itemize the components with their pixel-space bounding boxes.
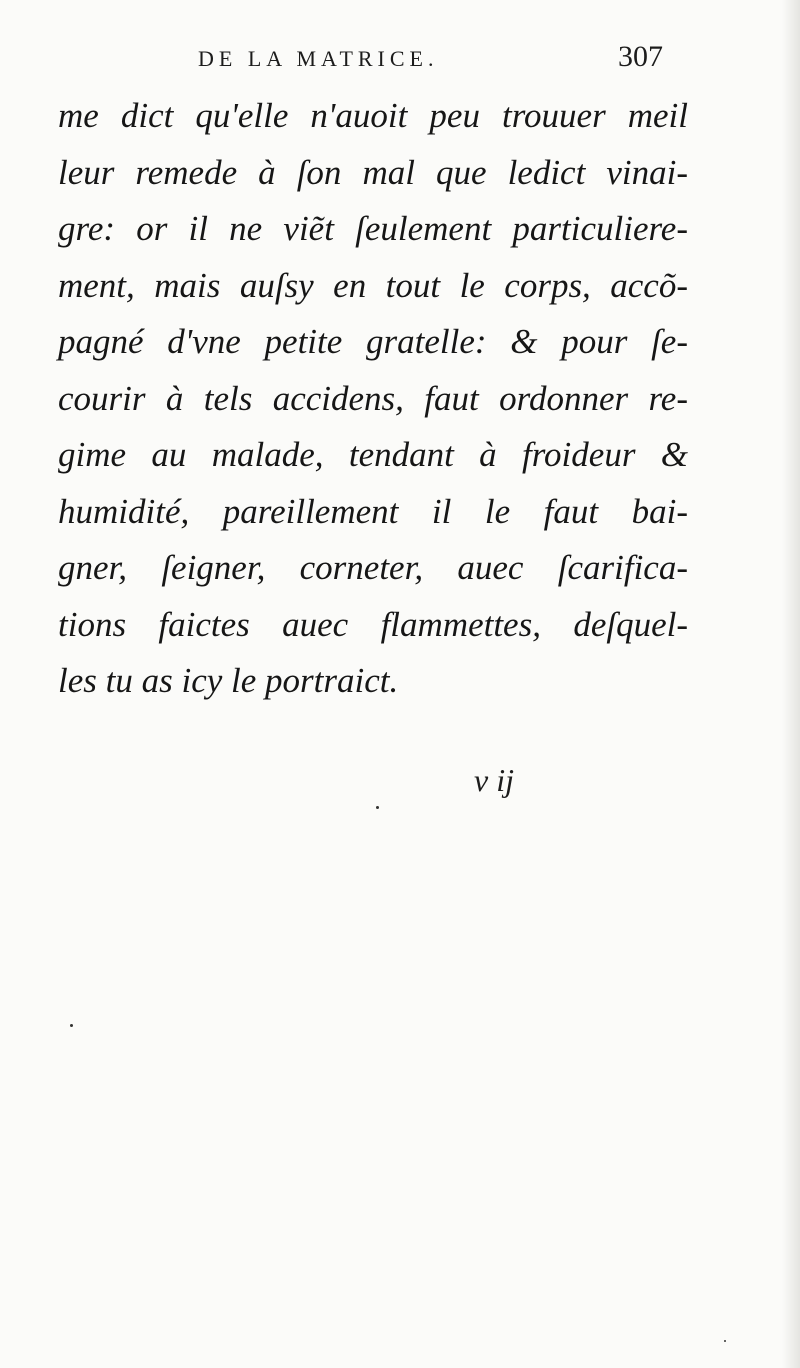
text-line-last: les tu as icy le portraict. bbox=[58, 661, 399, 700]
text-line: leur remede à ſon mal que ledict vinai- bbox=[58, 152, 688, 192]
page-header bbox=[0, 40, 800, 80]
text-line: pagné d'vne petite gratelle: & pour ſe- bbox=[58, 322, 688, 361]
text-line: gner, ſeigner, corneter, auec ſcarifica- bbox=[58, 548, 688, 587]
ink-speck bbox=[724, 1340, 726, 1342]
ink-speck bbox=[376, 806, 379, 809]
body-text bbox=[58, 88, 688, 710]
text-line: courir à tels accidens, faut ordonner re- bbox=[58, 378, 688, 418]
text-line: ment, mais auſsy en tout le corps, accõ- bbox=[58, 265, 688, 305]
text-line: tions faictes auec flammettes, deſquel- bbox=[58, 604, 688, 644]
ink-speck bbox=[70, 1024, 73, 1027]
text-line: gime au malade, tendant à froideur & bbox=[58, 435, 688, 474]
signature-mark: v ij bbox=[474, 762, 514, 798]
text-line: me dict qu'elle n'auoit peu trouuer meil bbox=[58, 96, 688, 135]
page-edge-shadow bbox=[782, 0, 800, 1368]
text-line: gre: or il ne viẽt ſeulement particuliere- bbox=[58, 209, 688, 248]
running-title: DE LA MATRICE. bbox=[198, 46, 439, 71]
page-number: 307 bbox=[618, 40, 663, 73]
text-line: humidité, pareillement il le faut bai- bbox=[58, 491, 688, 531]
